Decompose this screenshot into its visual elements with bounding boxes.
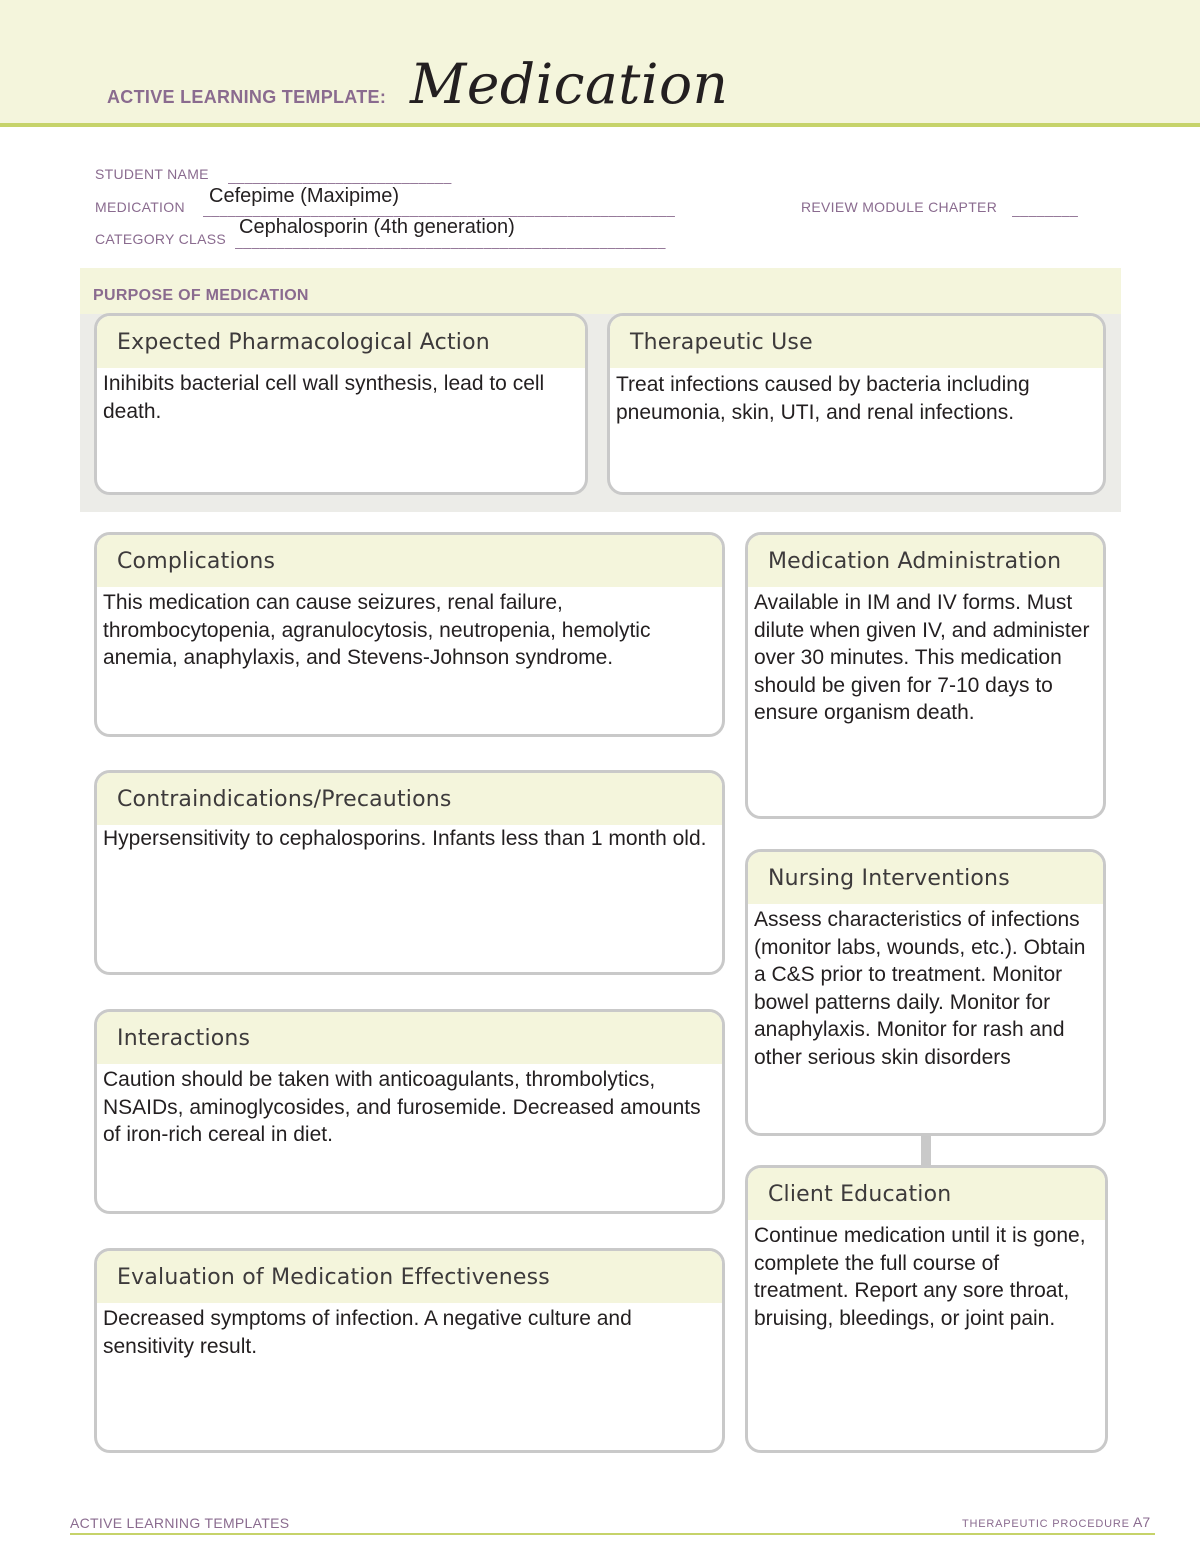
interactions-heading: Interactions [97, 1012, 722, 1064]
evaluation-heading: Evaluation of Medication Effectiveness [97, 1251, 722, 1303]
complications-text[interactable]: This medication can cause seizures, renal failure, thrombocytopenia, agranulocytosis, neutropenia, hemolytic anemia, anaphylaxis, and Stevens-Johnson syndrome. [103, 591, 651, 669]
nursing-interventions-heading: Nursing Interventions [748, 852, 1103, 904]
therapeutic-use-heading: Therapeutic Use [610, 316, 1103, 368]
card-connector [921, 1135, 931, 1167]
review-module-label: REVIEW MODULE CHAPTER [801, 199, 998, 215]
student-name-label: STUDENT NAME [95, 166, 209, 182]
interactions-card [94, 1009, 725, 1214]
contraindications-text[interactable]: Hypersensitivity to cephalosporins. Infants less than 1 month old. [103, 827, 707, 850]
administration-card [745, 532, 1106, 819]
category-class-value[interactable]: Cephalosporin (4th generation) [239, 216, 515, 238]
nursing-interventions-text[interactable]: Assess characteristics of infections (monitor labs, wounds, etc.). Obtain a C&S prior to treatment. Monitor bowel patterns daily. Monitor for anaphylaxis. Monitor for rash and other serious skin disorders [754, 908, 1086, 1069]
therapeutic-use-card [607, 313, 1106, 495]
expected-action-heading: Expected Pharmacological Action [97, 316, 585, 368]
category-class-label: CATEGORY CLASS [95, 231, 227, 247]
expected-action-card [94, 313, 588, 495]
contraindications-card [94, 770, 725, 975]
category-field-line: ____________________________________________________ [235, 233, 666, 249]
page-title: Medication [410, 52, 729, 116]
complications-heading: Complications [97, 535, 722, 587]
evaluation-card [94, 1248, 725, 1453]
therapeutic-use-text[interactable]: Treat infections caused by bacteria including pneumonia, skin, UTI, and renal infections. [616, 373, 1030, 424]
interactions-text[interactable]: Caution should be taken with anticoagulants, thrombolytics, NSAIDs, aminoglycosides, and furosemide. Decreased amounts of iron-rich cereal in diet. [103, 1068, 701, 1146]
medication-label: MEDICATION [95, 199, 185, 215]
purpose-title: PURPOSE OF MEDICATION [93, 287, 309, 304]
client-education-text[interactable]: Continue medication until it is gone, complete the full course of treatment. Report any sore throat, bruising, bleedings, or joint pain. [754, 1224, 1086, 1330]
footer-right-label: THERAPEUTIC PROCEDURE [962, 1518, 1130, 1530]
nursing-interventions-card [745, 849, 1106, 1136]
medication-field-line: _________________________________________________________ [203, 201, 676, 217]
header-divider [0, 123, 1200, 127]
client-education-card [745, 1165, 1108, 1453]
administration-heading: Medication Administration [748, 535, 1103, 587]
medication-value[interactable]: Cefepime (Maxipime) [209, 185, 400, 207]
footer-left-label: ACTIVE LEARNING TEMPLATES [70, 1515, 290, 1531]
contraindications-heading: Contraindications/Precautions [97, 773, 722, 825]
expected-action-text[interactable]: Inihibits bacterial cell wall synthesis, lead to cell death. [103, 372, 545, 423]
evaluation-text[interactable]: Decreased symptoms of infection. A negative culture and sensitivity result. [103, 1307, 632, 1358]
complications-card [94, 532, 725, 737]
student-name-field[interactable]: ___________________________ [228, 168, 452, 184]
administration-text[interactable]: Available in IM and IV forms. Must dilute when given IV, and administer over 30 minutes. This medication should be given for 7-10 days to ensure organism death. [754, 591, 1090, 724]
review-module-field[interactable]: ________ [1012, 201, 1079, 217]
client-education-heading: Client Education [748, 1168, 1105, 1220]
footer-divider [70, 1533, 1155, 1535]
page-number: A7 [1133, 1514, 1151, 1530]
template-label: ACTIVE LEARNING TEMPLATE: [107, 87, 387, 107]
